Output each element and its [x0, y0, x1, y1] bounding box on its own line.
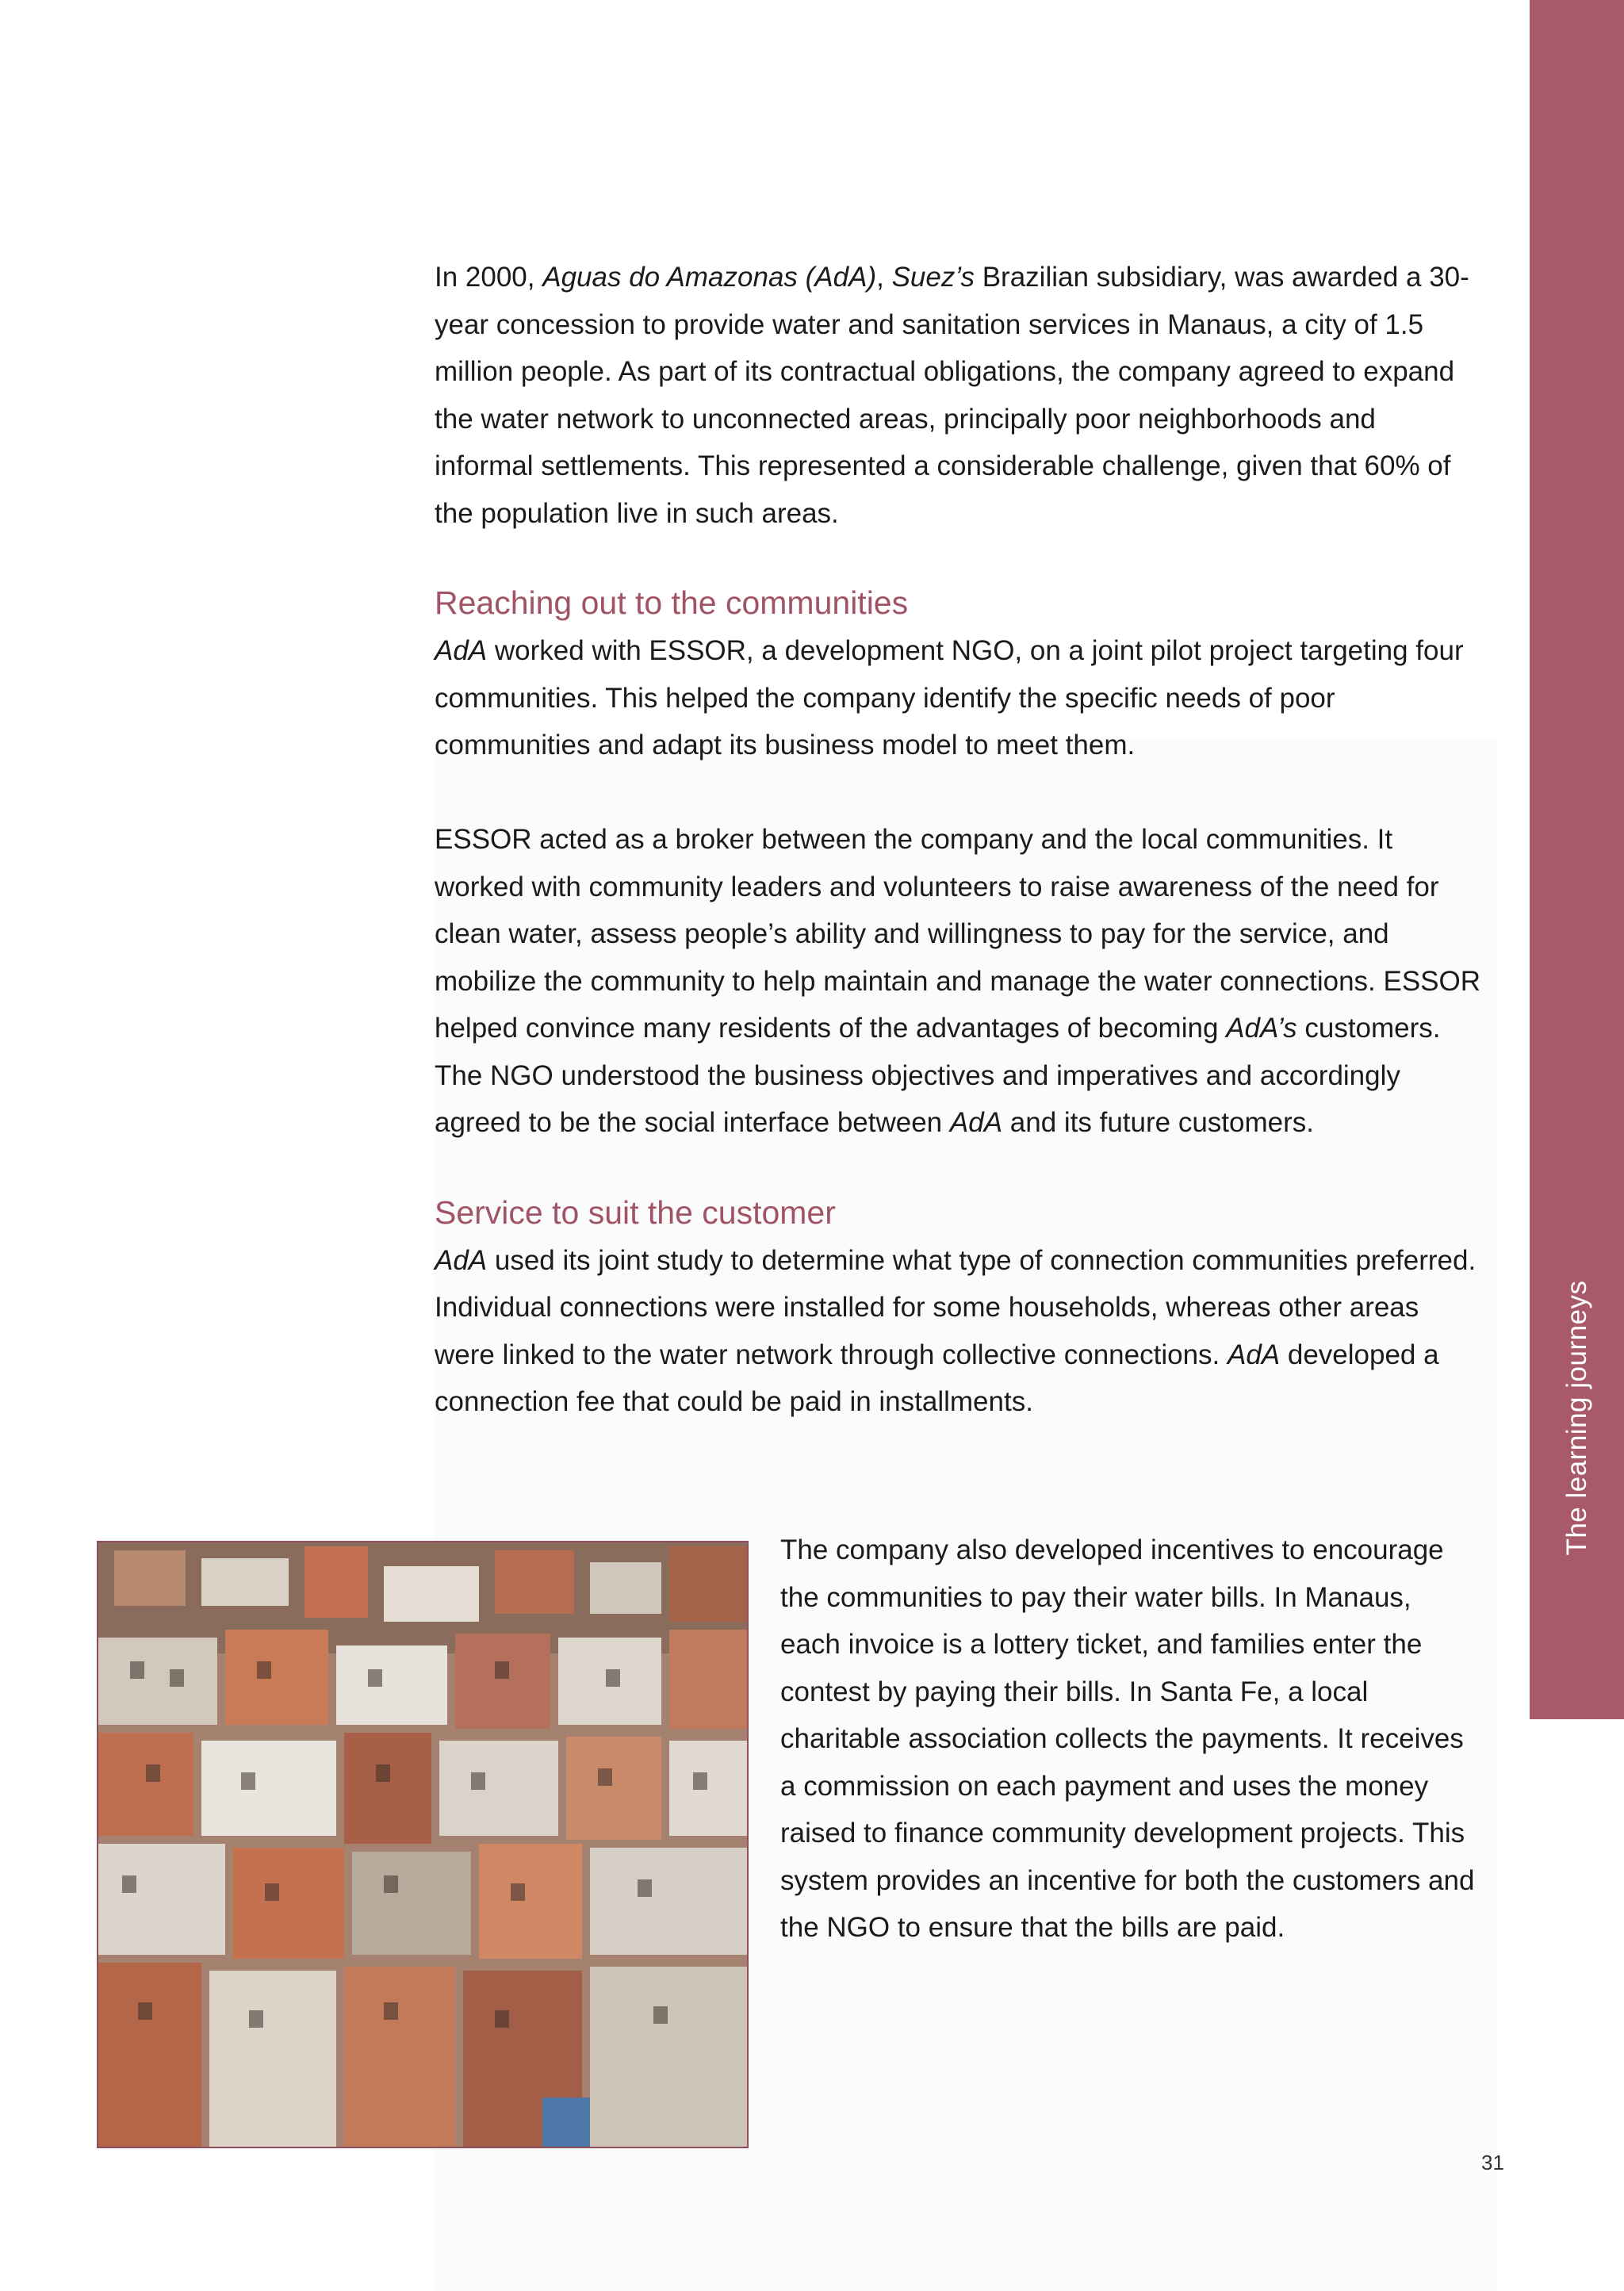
section1-p2-ada-1: AdA’s	[1226, 1013, 1297, 1044]
section2-p1-ada-1: AdA	[435, 1244, 488, 1276]
section2-paragraph-2: The company also developed incentives to encourage the communities to pay their water bills. In Manaus, each invoice is a lottery ticket, and families enter the contest by paying their bills. In Santa Fe, a local charitable association collects the payments. It receives a commission on each payment and uses the money raised to finance community development projects. This system provides an incentive for both the customers and the NGO to ensure that the bills are paid.	[780, 1534, 1475, 1943]
page-number: 31	[1481, 2151, 1504, 2174]
section2-p1-text-2: developed a connection fee that could be paid in installments.	[435, 1339, 1439, 1417]
section1-paragraph-1	[435, 627, 1481, 769]
main-column	[435, 254, 1481, 1426]
intro-parent: Suez’s	[891, 262, 975, 293]
section1-p2-text-2: customers. The NGO understood the business objectives and imperatives and accordingly agreed to be the social interface between	[435, 1013, 1441, 1138]
intro-text-1: In 2000,	[435, 262, 543, 293]
section2-p1-text-1: used its joint study to determine what type of connection communities preferred. Individual connections were installed for some households, whereas other areas were linked to the water network through collective connections.	[435, 1244, 1477, 1370]
favela-photo-illustration	[98, 1542, 747, 2147]
section1-p2-text-1: ESSOR acted as a broker between the company and the local communities. It worked with community leaders and volunteers to raise awareness of the need for clean water, assess people’s ability and willingness to pay for the service, and mobilize the community to help maintain and manage the water connections. ESSOR helped convince many residents of the advantages of becoming	[435, 824, 1481, 1044]
right-column	[780, 1527, 1478, 1952]
section-heading-service: Service to suit the customer	[435, 1193, 836, 1231]
sidebar-label: The learning journeys	[1561, 1280, 1592, 1556]
section2-p1-ada-2: AdA	[1227, 1339, 1281, 1370]
section2-paragraph-1	[435, 1237, 1481, 1426]
sidebar-tab	[1530, 0, 1624, 1719]
intro-company: Aguas do Amazonas (AdA)	[542, 262, 877, 293]
section-heading-reaching-out: Reaching out to the communities	[435, 584, 909, 621]
intro-comma: ,	[876, 262, 892, 293]
favela-photo	[97, 1541, 749, 2148]
intro-paragraph	[435, 254, 1481, 537]
section1-p2-text-3: and its future customers.	[1002, 1107, 1314, 1138]
section1-p1-ada: AdA	[435, 635, 488, 666]
intro-text-2: Brazilian subsidiary, was awarded a 30-year concession to provide water and sanitation services in Manaus, a city of 1.5 million people. As part of its contractual obligations, the company agreed to expand the water network to unconnected areas, principally poor neighborhoods and informal settlements. This represented a considerable challenge, given that 60% of the population live in such areas.	[435, 262, 1469, 529]
section1-p1-text: worked with ESSOR, a development NGO, on a joint pilot project targeting four communities. This helped the company identify the specific needs of poor communities and adapt its business model to meet them.	[435, 635, 1464, 760]
section1-paragraph-2	[435, 816, 1481, 1147]
section1-p2-ada-2: AdA	[949, 1107, 1003, 1138]
